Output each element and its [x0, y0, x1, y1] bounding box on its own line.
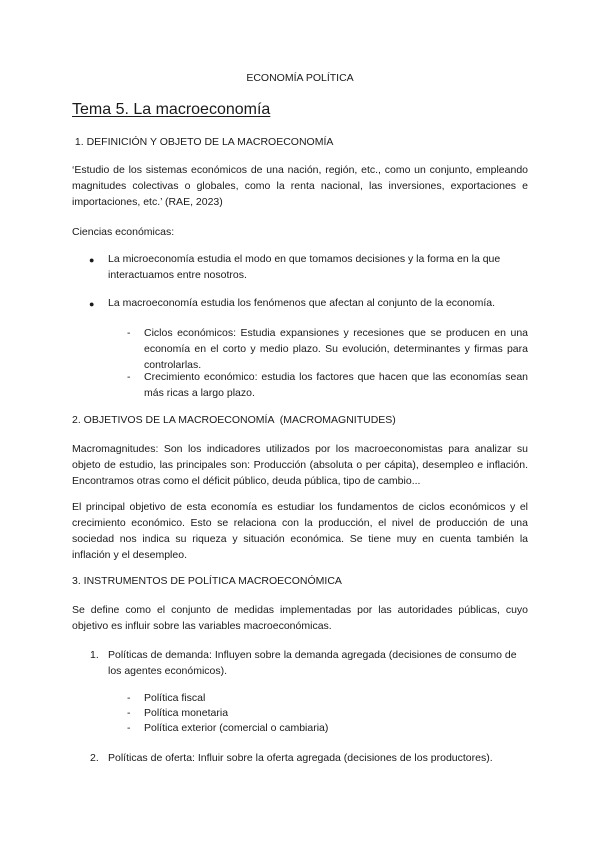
- section-1-heading: 1. DEFINICIÓN Y OBJETO DE LA MACROECONOMÍA: [72, 136, 334, 148]
- bullet-marker: ●: [89, 255, 95, 265]
- item-politicas-demanda: Políticas de demanda: Influyen sobre la demanda agregada (decisiones de consumo de los agentes económicos).: [108, 649, 517, 677]
- dash-marker: -: [127, 692, 131, 704]
- sciences-label: Ciencias económicas:: [72, 226, 175, 238]
- dash-marker: -: [127, 722, 131, 734]
- section-3-heading: 3. INSTRUMENTOS DE POLÍTICA MACROECONÓMICA: [72, 575, 342, 587]
- dash-marker: -: [127, 327, 131, 339]
- page-title: Tema 5. La macroeconomía: [72, 101, 271, 118]
- subitem-politica-monetaria: Política monetaria: [144, 707, 229, 719]
- bullet-macroeconomia: La macroeconomía estudia los fenómenos que afectan al conjunto de la economía.: [108, 297, 495, 309]
- dash-marker: -: [127, 371, 131, 383]
- bullet-microeconomia: La microeconomía estudia el modo en que tomamos decisiones y la forma en la que interactuamos entre nosotros.: [108, 253, 501, 281]
- subitem-crecimiento: Crecimiento económico: estudia los factores que hacen que las economías sean más ricas a largo plazo.: [144, 371, 528, 399]
- section-2-paragraph-1: Macromagnitudes: Son los indicadores utilizados por los macroeconomistas para analizar su objeto de estudio, las principales son: Producción (absoluta o per cápita), desempleo e inflación. Encontramos otras como el déficit público, deuda pública, tipo de cambio...: [72, 443, 528, 487]
- bullet-marker: ●: [89, 299, 95, 309]
- section-2-heading: 2. OBJETIVOS DE LA MACROECONOMÍA (MACROMAGNITUDES): [72, 414, 396, 426]
- list-number: 2.: [90, 752, 99, 764]
- section-3-paragraph: Se define como el conjunto de medidas implementadas por las autoridades públicas, cuyo objetivo es influir sobre las variables macroeconómicas.: [72, 604, 528, 632]
- subitem-politica-fiscal: Política fiscal: [144, 692, 206, 704]
- subitem-politica-exterior: Política exterior (comercial o cambiaria): [144, 722, 329, 734]
- document-header: ECONOMÍA POLÍTICA: [246, 72, 354, 84]
- dash-marker: -: [127, 707, 131, 719]
- section-2-paragraph-2: El principal objetivo de esta economía es estudiar los fundamentos de ciclos económicos y el crecimiento económico. Esto se relaciona con la producción, el nivel de producción de una sociedad nos indica su riqueza y situación económica. Se tiene muy en cuenta también la inflación y el desempleo.: [72, 501, 528, 561]
- item-politicas-oferta: Políticas de oferta: Influir sobre la oferta agregada (decisiones de los productores).: [108, 752, 493, 764]
- list-number: 1.: [90, 649, 99, 661]
- rae-definition-quote: ‘Estudio de los sistemas económicos de una nación, región, etc., como un conjunto, empleando magnitudes colectivas o globales, como la renta nacional, las inversiones, exportaciones e importaciones, etc.’ (RAE, 2023): [72, 164, 528, 208]
- subitem-ciclos: Ciclos económicos: Estudia expansiones y recesiones que se producen en una economía en el corto y medio plazo. Su evolución, determinantes y firmas para controlarlas.: [144, 327, 528, 371]
